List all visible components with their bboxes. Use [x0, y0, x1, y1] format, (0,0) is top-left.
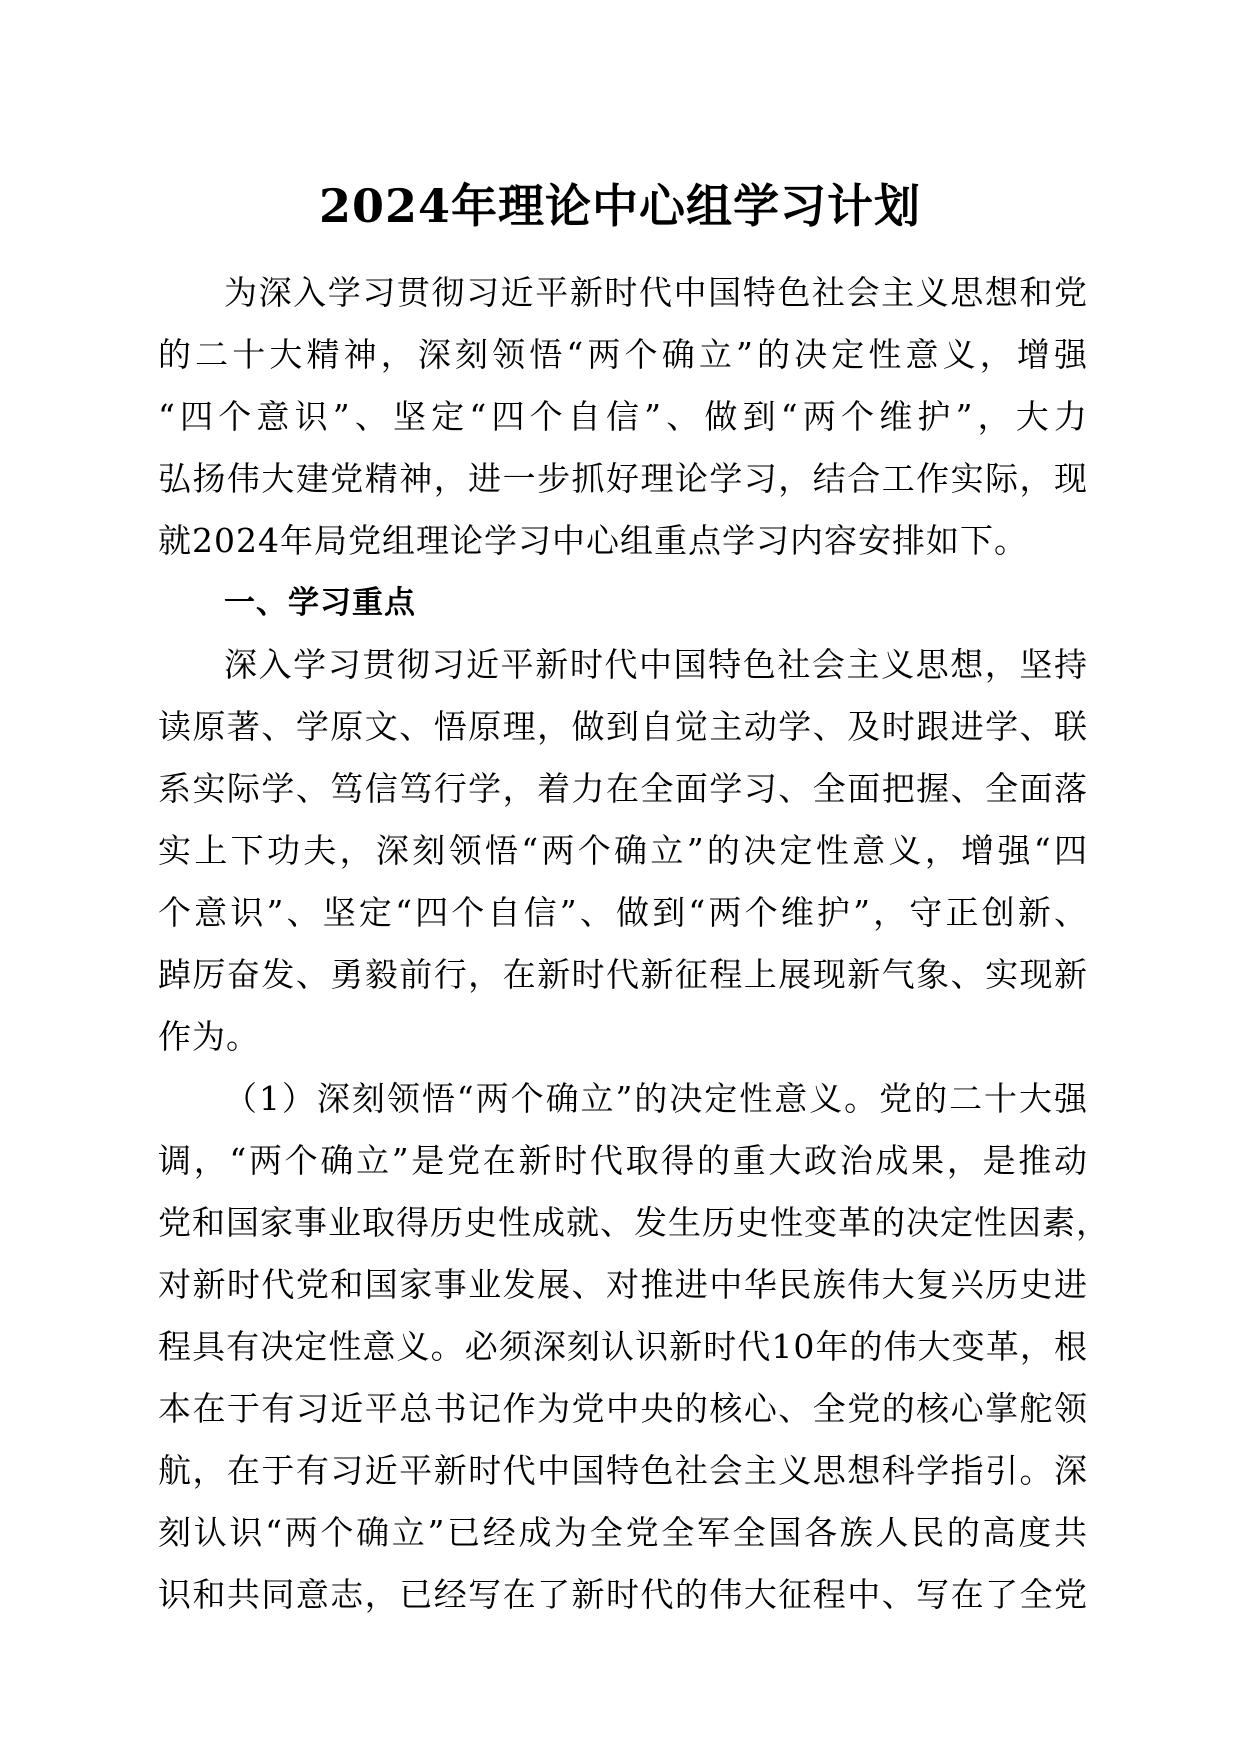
item-line: 程具有决定性意义。必须深刻认识新时代10年的伟大变革，根 [158, 1327, 1088, 1366]
item-line: （1）深刻领悟“两个确立”的决定性意义。党的二十大强 [224, 1079, 1088, 1118]
item-line: 识和共同意志，已经写在了新时代的伟大征程中、写在了全党 [158, 1575, 1088, 1614]
intro-line: 就2024年局党组理论学习中心组重点学习内容安排如下。 [158, 521, 1028, 560]
item-line: 党和国家事业取得历史性成就、发生历史性变革的决定性因素， [158, 1203, 1110, 1242]
section-line: 个意识”、坚定“四个自信”、做到“两个维护”，守正创新、 [158, 893, 1088, 932]
intro-line: 弘扬伟大建党精神，进一步抓好理论学习，结合工作实际，现 [158, 459, 1088, 498]
section-line: 读原著、学原文、悟原理，做到自觉主动学、及时跟进学、联 [158, 707, 1088, 746]
item-line: 调，“两个确立”是党在新时代取得的重大政治成果，是推动 [158, 1141, 1088, 1180]
section-line: 系实际学、笃信笃行学，着力在全面学习、全面把握、全面落 [158, 769, 1088, 808]
document-body [158, 262, 1110, 1626]
section-heading: 一、学习重点 [224, 585, 416, 621]
intro-line: 的二十大精神，深刻领悟“两个确立”的决定性意义，增强 [158, 335, 1088, 374]
section-line: 实上下功夫，深刻领悟“两个确立”的决定性意义，增强“四 [158, 831, 1088, 870]
section-line: 踔厉奋发、勇毅前行，在新时代新征程上展现新气象、实现新 [158, 955, 1088, 994]
item-line: 航，在于有习近平新时代中国特色社会主义思想科学指引。深 [158, 1451, 1088, 1490]
intro-line: “四个意识”、坚定“四个自信”、做到“两个维护”，大力 [158, 397, 1088, 436]
intro-line: 为深入学习贯彻习近平新时代中国特色社会主义思想和党 [224, 273, 1088, 312]
item-line: 对新时代党和国家事业发展、对推进中华民族伟大复兴历史进 [158, 1265, 1088, 1304]
item-line: 刻认识“两个确立”已经成为全党全军全国各族人民的高度共 [158, 1513, 1088, 1552]
document-title: 2024年理论中心组学习计划 [318, 179, 922, 233]
item-line: 本在于有习近平总书记作为党中央的核心、全党的核心掌舵领 [158, 1389, 1088, 1428]
section-line: 作为。 [158, 1017, 260, 1056]
section-line: 深入学习贯彻习近平新时代中国特色社会主义思想，坚持 [224, 645, 1088, 684]
